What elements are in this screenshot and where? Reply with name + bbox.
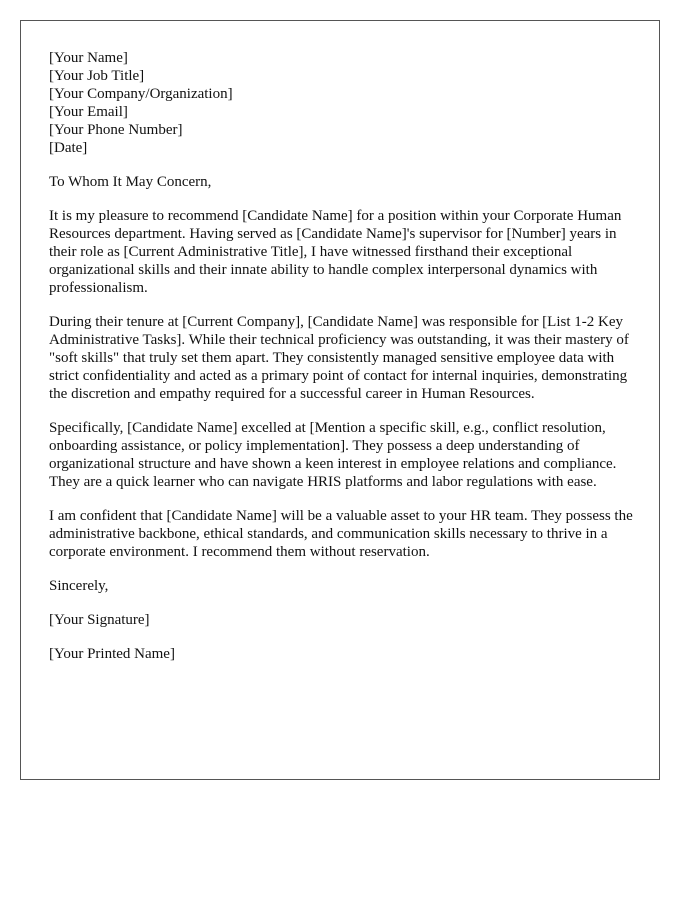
sender-job-title: [Your Job Title] <box>49 68 145 84</box>
letter-date: [Date] <box>49 140 88 156</box>
body-paragraph-2: During their tenure at [Current Company], [Candidate Name] was responsible for [List 1-2 Key Administrative Tasks]. While their technical proficiency was outstanding, it was their mastery of "soft skills" that truly set them apart. They consistently managed sensitive employee data with strict confidentiality and acted as a primary point of contact for internal inquiries, demonstrating the discretion and empathy required for a successful career in Human Resources. <box>49 314 629 402</box>
sender-email: [Your Email] <box>49 104 128 120</box>
sender-company: [Your Company/Organization] <box>49 86 233 102</box>
closing: Sincerely, <box>49 578 109 594</box>
signature: [Your Signature] <box>49 612 150 628</box>
salutation: To Whom It May Concern, <box>49 174 212 190</box>
letter-content <box>49 49 639 663</box>
body-paragraph-4: I am confident that [Candidate Name] will be a valuable asset to your HR team. They possess the administrative backbone, ethical standards, and communication skills necessary to thrive in a corporate environment. I recommend them without reservation. <box>49 508 633 560</box>
letter-page <box>20 20 660 780</box>
sender-name: [Your Name] <box>49 50 128 66</box>
body-paragraph-3: Specifically, [Candidate Name] excelled at [Mention a specific skill, e.g., conflict resolution, onboarding assistance, or policy implementation]. They possess a deep understanding of organizational structure and have shown a keen interest in employee relations and compliance. They are a quick learner who can navigate HRIS platforms and labor regulations with ease. <box>49 420 617 490</box>
printed-name: [Your Printed Name] <box>49 646 175 662</box>
body-paragraph-1: It is my pleasure to recommend [Candidate Name] for a position within your Corporate Human Resources department. Having served as [Candidate Name]'s supervisor for [Number] years in their role as [Current Administrative Title], I have witnessed firsthand their exceptional organizational skills and their innate ability to handle complex interpersonal dynamics with professionalism. <box>49 208 622 296</box>
sender-block <box>49 49 639 157</box>
sender-phone: [Your Phone Number] <box>49 122 183 138</box>
